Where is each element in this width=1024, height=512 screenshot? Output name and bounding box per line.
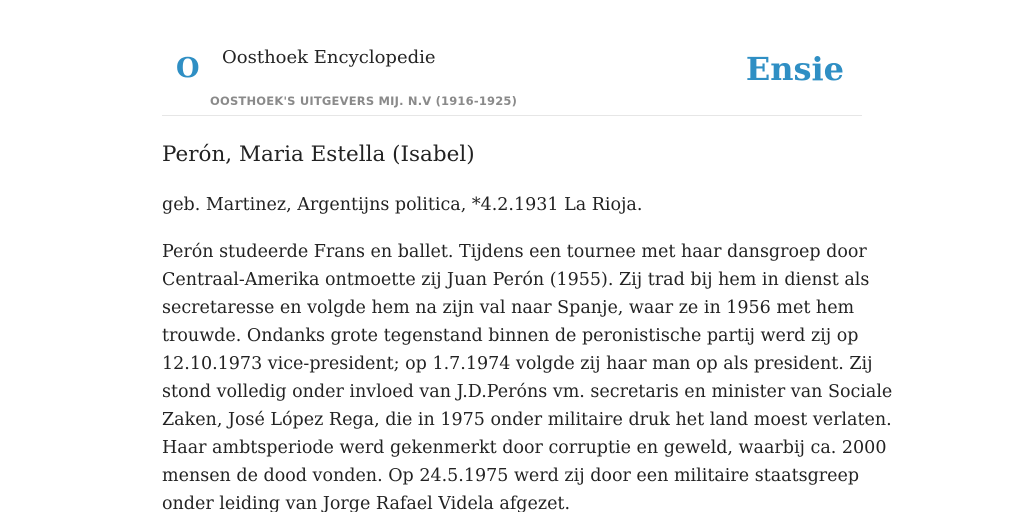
body-line: mensen de dood vonden. Op 24.5.1975 werd zij door een militaire staatsgreep bbox=[162, 466, 860, 486]
ensie-logo-link[interactable]: Ensie bbox=[745, 50, 844, 88]
entry-title: Perón, Maria Estella (Isabel) bbox=[162, 142, 475, 167]
source-header bbox=[162, 0, 862, 116]
body-line: trouwde. Ondanks grote tegenstand binnen de peronistische partij werd zij op bbox=[162, 326, 859, 346]
entry-content bbox=[162, 138, 893, 512]
body-line: stond volledig onder invloed van J.D.Peróns vm. secretaris en minister van Sociale bbox=[162, 382, 893, 402]
body-line: Zaken, José López Rega, die in 1975 onder militaire druk het land moest verlaten. bbox=[162, 410, 892, 430]
body-line: Centraal-Amerika ontmoette zij Juan Perón (1955). Zij trad bij hem in dienst als bbox=[162, 270, 870, 290]
body-line: Perón studeerde Frans en ballet. Tijdens een tournee met haar dansgroep door bbox=[162, 242, 867, 262]
entry-body bbox=[162, 238, 893, 512]
source-title[interactable]: Oosthoek Encyclopedie bbox=[222, 47, 436, 68]
body-line: Haar ambtsperiode werd gekenmerkt door corruptie en geweld, waarbij ca. 2000 bbox=[162, 438, 887, 458]
entry-intro: geb. Martinez, Argentijns politica, *4.2.1931 La Rioja. bbox=[162, 195, 643, 215]
source-subtitle: OOSTHOEK'S UITGEVERS MIJ. N.V (1916-1925) bbox=[210, 94, 518, 108]
body-line: onder leiding van Jorge Rafael Videla afgezet. bbox=[162, 494, 571, 512]
source-logo[interactable]: O bbox=[176, 53, 200, 84]
body-line: secretaresse en volgde hem na zijn val naar Spanje, waar ze in 1956 met hem bbox=[162, 298, 855, 318]
body-line: 12.10.1973 vice-president; op 1.7.1974 volgde zij haar man op als president. Zij bbox=[162, 354, 873, 374]
